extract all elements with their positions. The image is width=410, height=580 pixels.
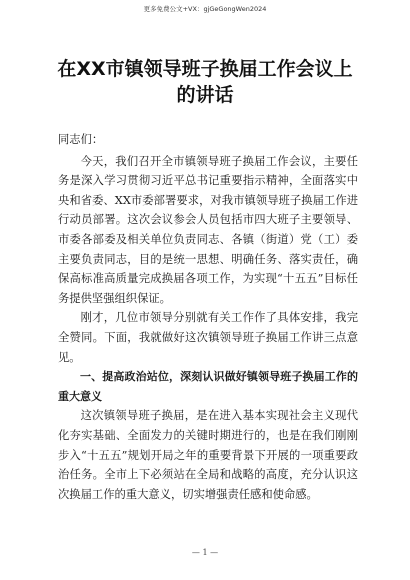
header-note: 更多免费公文+VX：gjGeGongWen2024: [143, 5, 267, 13]
paragraph-section-one: 这次镇领导班子换届，是在进入基本实现社会主义现代化夯实基础、全面发力的关键时期进行的，也是在我们刚刚步入“十五五”规划开局之年的重要背景下开展的一项重要政治任务。全市上下必须站在全局和战略的高度，充分认识这次换届工作的重大意义，切实增强责任感和使命感。: [58, 409, 358, 501]
salutation: 同志们：: [58, 133, 104, 146]
section-heading: 一、提高政治站位，深刻认识做好镇领导班子换届工作的重大意义: [58, 370, 358, 403]
paragraph-opening: 今天，我们召开全市镇领导班子换届工作会议，主要任务是深入学习贯彻习近平总书记重要指示精神，全面落实中央和省委、XX市委部署要求，对我市镇领导班子换届工作进行动员部署。这次会议参会人员包括市四大班子主要领导、市委各部委及相关单位负责同志、各镇（街道）党（工）委主要负责同志，目的是统一思想、明确任务、落实责任，确保高标准高质量完成换届各项工作，为实现“十五五”目标任务提供坚强组织保证。: [58, 154, 358, 305]
document-body: [58, 130, 358, 504]
page-number: — 1 —: [191, 548, 219, 557]
document-title: 在XX市镇领导班子换届工作会议上的讲话: [57, 58, 353, 106]
paragraph-transition: 刚才，几位市领导分别就有关工作作了具体安排，我完全赞同。下面，我就做好这次镇领导班子换届工作讲三点意见。: [58, 311, 358, 364]
